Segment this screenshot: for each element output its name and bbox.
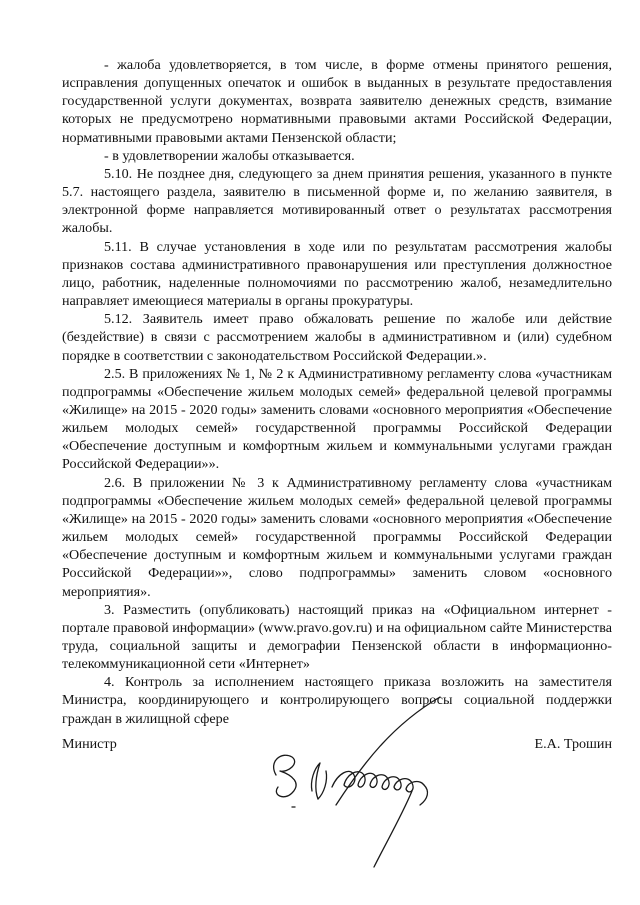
paragraph-5-10: 5.10. Не позднее дня, следующего за днем принятия решения, указанного в пункте 5.7. настоящего раздела, заявителю в письменной форме и, по желанию заявителя, в электронной форме направляется мотивированный ответ о результатах рассмотрения жалобы. xyxy=(62,165,612,237)
signer-title: Министр xyxy=(62,736,117,752)
document-body xyxy=(62,56,612,728)
paragraph-4-control: 4. Контроль за исполнением настоящего приказа возложить на заместителя Министра, координирующего и контролирующего вопросы социальной поддержки граждан в жилищной сфере xyxy=(62,674,612,727)
signer-name: Е.А. Трошин xyxy=(534,736,612,752)
paragraph-5-11: 5.11. В случае установления в ходе или по результатам рассмотрения жалобы признаков состава административного правонарушения или преступления должностное лицо, работник, наделенные полномочиями по рассмотрению жалоб, незамедлительно направляет имеющиеся материалы в органы прокуратуры. xyxy=(62,238,612,310)
paragraph-2-6: 2.6. В приложении № 3 к Административному регламенту слова «участникам подпрограммы «Обеспечение жильем молодых семей» федеральной целевой программы «Жилище» на 2015 - 2020 годы» заменить словами «основного мероприятия «Обеспечение жильем молодых семей» государственной программы Российской Федерации «Обеспечение доступным и комфортным жильем и коммунальными услугами граждан Российской Федерации»», слово подпрограммы» заменить словом «основного мероприятия». xyxy=(62,474,612,600)
paragraph-3-publish: 3. Разместить (опубликовать) настоящий приказ на «Официальном интернет - портале правовой информации» (www.pravo.gov.ru) и на официальном сайте Министерства труда, социальной защиты и демографии Пензенской области в информационно-телекоммуникационной сети «Интернет» xyxy=(62,601,612,673)
paragraph-complaint-rejected: - в удовлетворении жалобы отказывается. xyxy=(104,147,355,164)
paragraph-5-12: 5.12. Заявитель имеет право обжаловать решение по жалобе или действие (бездействие) в связи с рассмотрением жалобы в административном и (или) судебном порядке в соответствии с законодательством Российской Федерации.». xyxy=(62,311,612,364)
signature-block xyxy=(62,735,612,865)
handwritten-signature xyxy=(262,695,462,870)
paragraph-2-5: 2.5. В приложениях № 1, № 2 к Административному регламенту слова «участникам подпрограммы «Обеспечение жильем молодых семей» федеральной целевой программы «Жилище» на 2015 - 2020 годы» заменить словами «основного мероприятия «Обеспечение жильем молодых семей» государственной программы Российской Федерации «Обеспечение доступным и комфортным жильем и коммунальными услугами граждан Российской Федерации»». xyxy=(62,365,612,473)
paragraph-complaint-satisfied: - жалоба удовлетворяется, в том числе, в форме отмены принятого решения, исправления допущенных опечаток и ошибок в выданных в результате предоставления государственной услуги документах, возврата заявителю денежных средств, взимание которых не предусмотрено нормативными правовыми актами Российской Федерации, нормативными правовыми актами Пензенской области; xyxy=(62,57,612,146)
